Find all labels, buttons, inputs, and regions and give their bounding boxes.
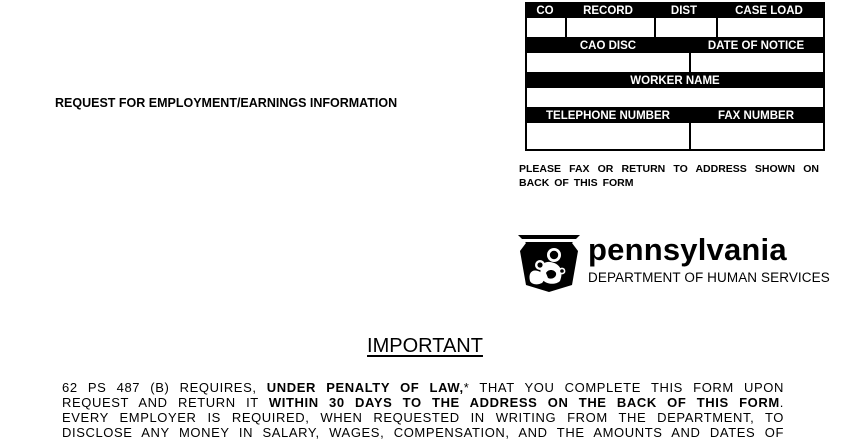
legal-line-2 bbox=[62, 395, 784, 410]
legal-notice-text bbox=[62, 380, 784, 440]
header-cao-disc: CAO DISC bbox=[579, 40, 637, 52]
date-of-notice-field[interactable] bbox=[689, 53, 823, 72]
grid-input-row-2 bbox=[527, 53, 823, 74]
fax-number-field[interactable] bbox=[689, 123, 823, 149]
legal-line-1 bbox=[62, 380, 784, 395]
legal-line-2-a: REQUEST AND RETURN IT bbox=[62, 395, 259, 410]
header-co: CO bbox=[536, 5, 554, 17]
legal-line-1-c: * THAT YOU COMPLETE THIS FORM UPON bbox=[463, 380, 784, 395]
header-record: RECORD bbox=[583, 5, 633, 17]
legal-line-4: DISCLOSE ANY MONEY IN SALARY, WAGES, COMPENSATION, AND THE AMOUNTS AND DATES OF bbox=[62, 425, 784, 440]
grid-header-row-1 bbox=[527, 4, 823, 18]
grid-header-row-4 bbox=[527, 109, 823, 123]
cao-disc-field[interactable] bbox=[527, 53, 689, 72]
legal-line-1-b: UNDER PENALTY OF LAW, bbox=[266, 380, 464, 395]
legal-line-2-c: . bbox=[779, 395, 784, 410]
telephone-number-field[interactable] bbox=[527, 123, 689, 149]
dist-field[interactable] bbox=[654, 18, 716, 37]
grid-input-row-1 bbox=[527, 18, 823, 39]
grid-header-row-2 bbox=[527, 39, 823, 53]
department-name: DEPARTMENT OF HUMAN SERVICES bbox=[588, 270, 830, 285]
header-telephone-number: TELEPHONE NUMBER bbox=[546, 110, 670, 122]
keystone-family-logo bbox=[516, 229, 582, 293]
important-heading: IMPORTANT bbox=[367, 335, 483, 357]
worker-name-field[interactable] bbox=[527, 88, 823, 107]
grid-header-row-3 bbox=[527, 74, 823, 88]
legal-line-2-b: WITHIN 30 DAYS TO THE ADDRESS ON THE BACK OF THIS FORM bbox=[268, 395, 780, 410]
case-load-field[interactable] bbox=[716, 18, 823, 37]
grid-input-row-3 bbox=[527, 88, 823, 109]
legal-line-3: EVERY EMPLOYER IS REQUIRED, WHEN REQUESTED IN WRITING FROM THE DEPARTMENT, TO bbox=[62, 410, 784, 425]
grid-input-row-4 bbox=[527, 123, 823, 149]
record-field[interactable] bbox=[565, 18, 654, 37]
case-info-grid bbox=[525, 2, 825, 151]
co-field[interactable] bbox=[527, 18, 565, 37]
header-case-load: CASE LOAD bbox=[735, 5, 803, 17]
header-fax-number: FAX NUMBER bbox=[717, 110, 795, 122]
header-dist: DIST bbox=[670, 5, 698, 17]
pennsylvania-wordmark: pennsylvania bbox=[588, 232, 787, 267]
header-worker-name: WORKER NAME bbox=[630, 75, 720, 87]
form-title: REQUEST FOR EMPLOYMENT/EARNINGS INFORMATION bbox=[55, 96, 398, 110]
legal-line-1-a: 62 PS 487 (B) REQUIRES, bbox=[62, 380, 257, 395]
header-date-of-notice: DATE OF NOTICE bbox=[707, 40, 805, 52]
return-address-notice: PLEASE FAX OR RETURN TO ADDRESS SHOWN ON BACK OF THIS FORM bbox=[519, 163, 819, 189]
